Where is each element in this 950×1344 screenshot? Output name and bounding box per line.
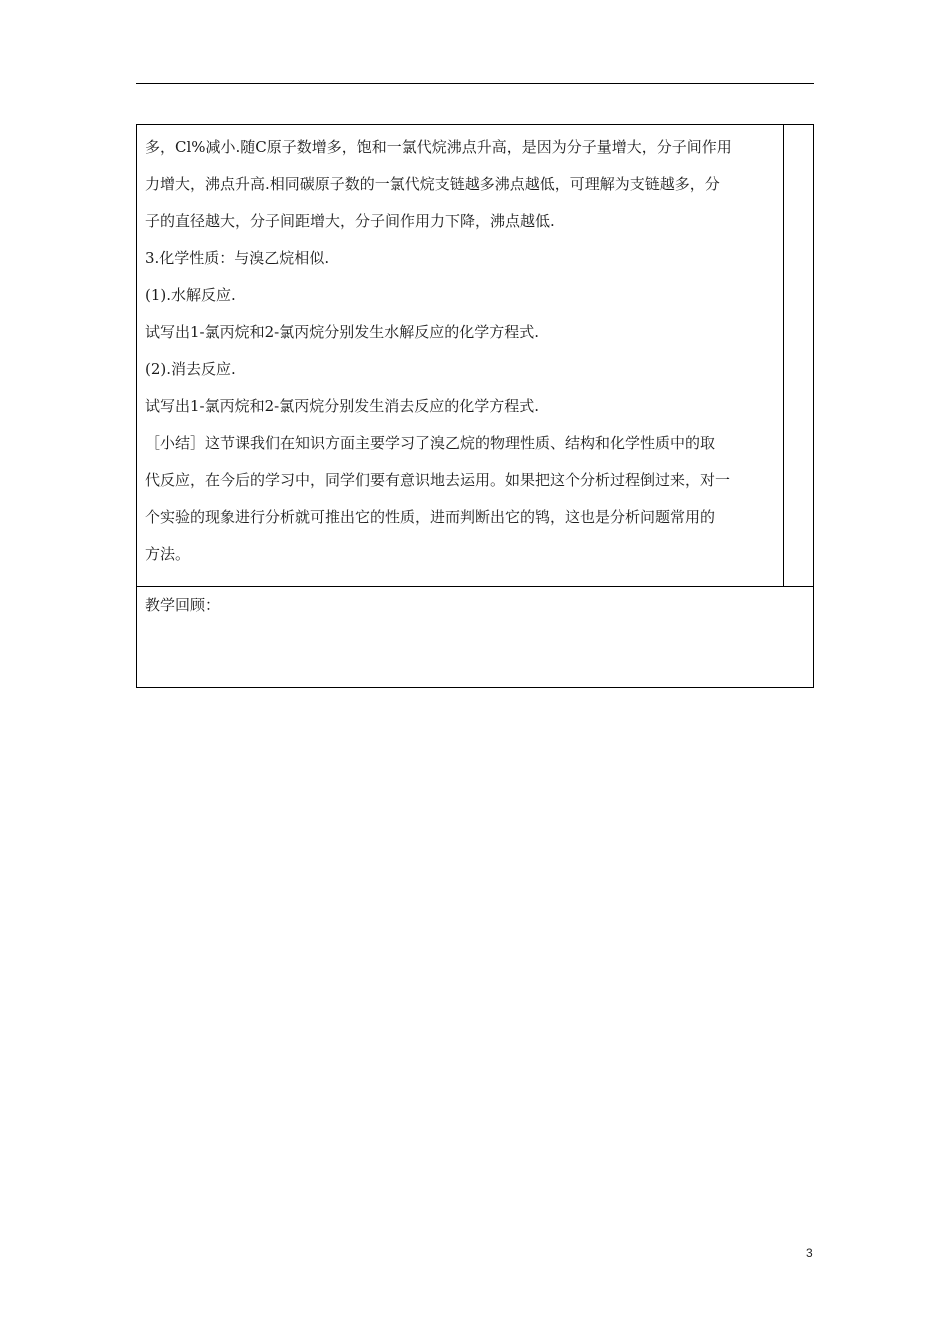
text-line: 多，Cl%减小.随C原子数增多，饱和一氯代烷沸点升高，是因为分子量增大，分子间作用 [145,138,732,156]
text-line: 子的直径越大，分子间距增大，分子间作用力下降，沸点越低. [145,212,555,230]
lesson-table [136,124,814,688]
summary-line: ［小结］这节课我们在知识方面主要学习了溴乙烷的物理性质、结构和化学性质中的取 [145,434,716,452]
exercise-prompt: 试写出1-氯丙烷和2-氯丙烷分别发生水解反应的化学方程式. [145,323,539,341]
page-number: 3 [806,1246,813,1260]
lesson-content-row [137,125,813,587]
review-label: 教学回顾： [145,596,221,614]
summary-line: 方法。 [145,545,191,563]
summary-line: 代反应，在今后的学习中，同学们要有意识地去运用。如果把这个分析过程倒过来，对一 [145,471,731,489]
lesson-content-cell [137,125,784,586]
header-rule [136,83,814,84]
lesson-text [145,129,777,573]
section-heading: 3.化学性质：与溴乙烷相似. [145,249,330,267]
subsection-heading: (1).水解反应. [145,286,236,304]
side-notes-cell [784,125,813,586]
subsection-heading: (2).消去反应. [145,360,236,378]
exercise-prompt: 试写出1-氯丙烷和2-氯丙烷分别发生消去反应的化学方程式. [145,397,539,415]
text-line: 力增大，沸点升高.相同碳原子数的一氯代烷支链越多沸点越低，可理解为支链越多，分 [145,175,720,193]
review-row [137,587,813,687]
summary-line: 个实验的现象进行分析就可推出它的性质，进而判断出它的鸨，这也是分析问题常用的 [145,508,716,526]
